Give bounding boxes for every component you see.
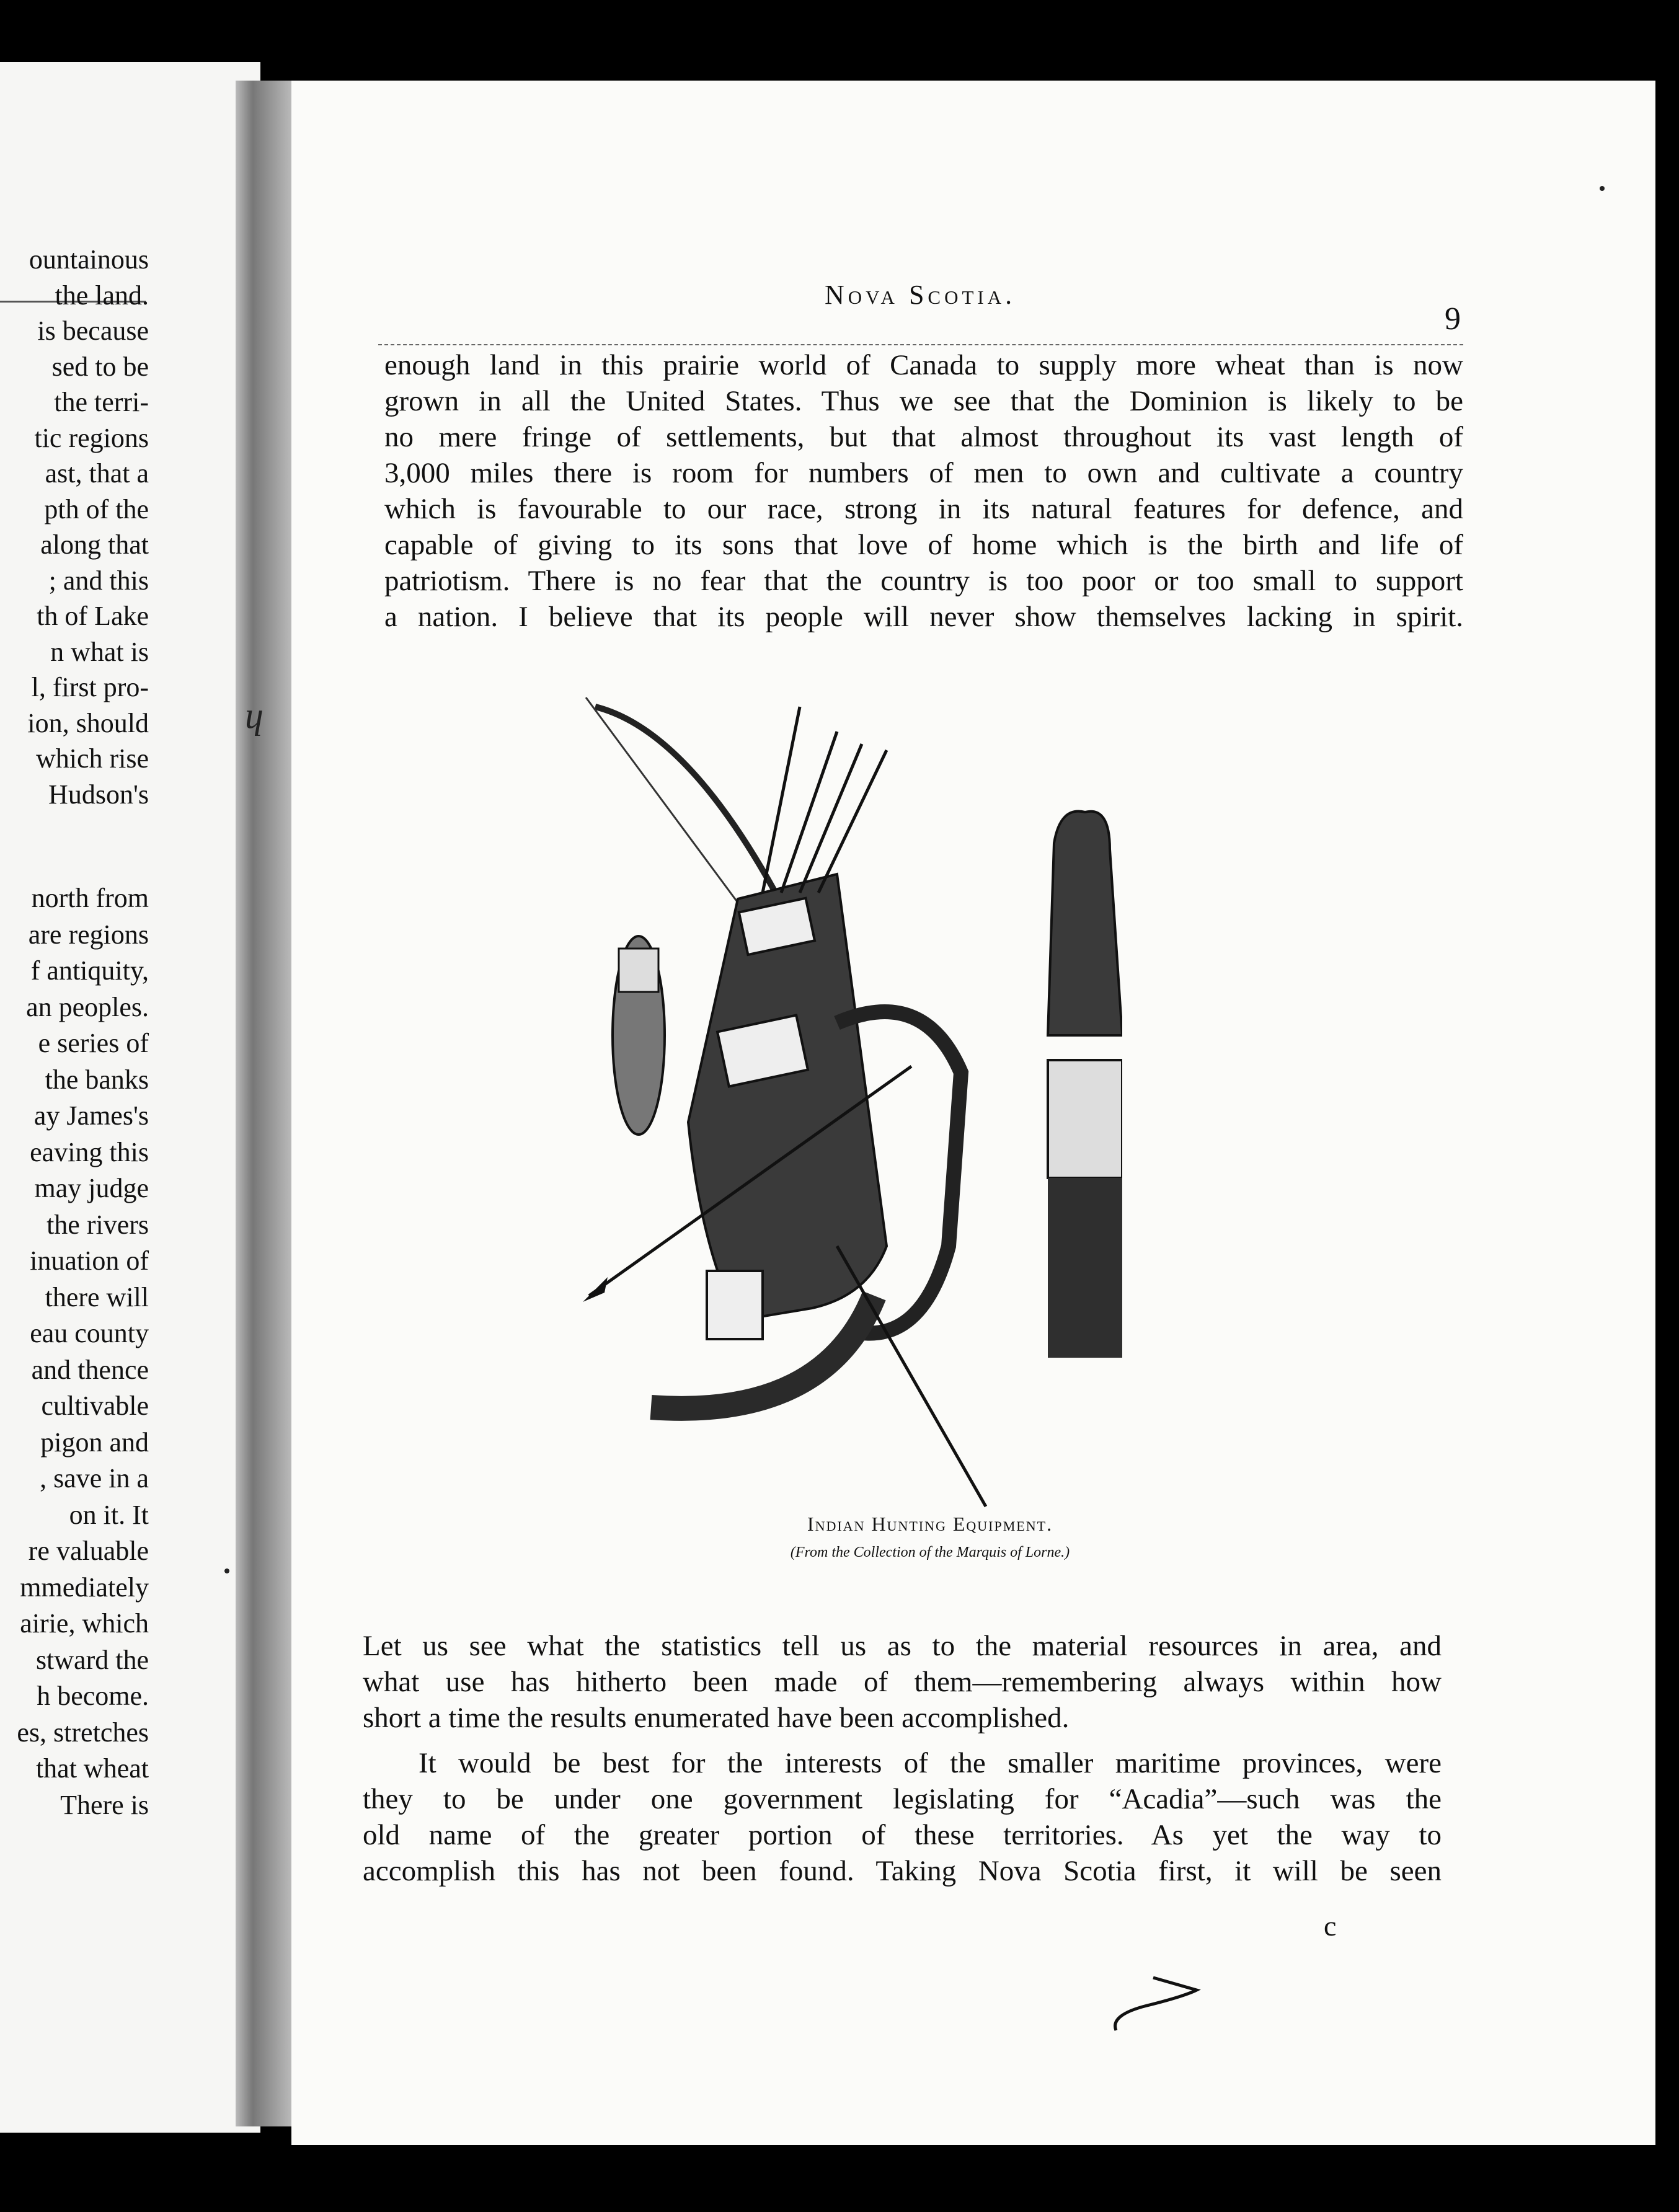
- left-page-line: eaving this: [30, 1136, 149, 1167]
- arrowhead: [583, 1277, 608, 1302]
- paragraph-line: It would be best for the interests of the smaller maritime provinces, were: [419, 1747, 1442, 1779]
- left-page-line: l, first pro-: [31, 672, 149, 702]
- header-rule: [378, 344, 1463, 345]
- paragraph-line: no mere fringe of settlements, but that almost throughout its vast length of: [384, 421, 1463, 453]
- paragraph-line: 3,000 miles there is room for numbers of men to own and cultivate a country: [384, 457, 1463, 489]
- caption-title: Indian Hunting Equipment.: [807, 1513, 1053, 1535]
- pouch-panel: [1048, 1060, 1122, 1178]
- paragraph-line: they to be under one government legislating for “Acadia”—such was the: [363, 1783, 1442, 1815]
- gutter-pencil-mark: ɥ: [245, 695, 264, 736]
- hunting-equipment-illustration: [577, 688, 1122, 1525]
- left-page-line: north from: [31, 883, 149, 913]
- paragraph-line: Let us see what the statistics tell us as to the material resources in area, and: [363, 1630, 1442, 1662]
- speck: [1600, 186, 1605, 191]
- paragraph-3: [363, 1745, 1442, 1889]
- paragraph-line: short a time the results enumerated have been accomplished.: [363, 1702, 1070, 1734]
- arrow-shaft: [837, 1246, 986, 1506]
- left-page-line: , save in a: [40, 1463, 149, 1493]
- left-page-line: mmediately: [20, 1572, 149, 1603]
- figure-caption: [750, 1513, 1110, 1561]
- left-page-line: is because: [37, 316, 149, 346]
- paragraph-line: patriotism. There is no fear that the country is too poor or too small to support: [384, 565, 1463, 597]
- left-page-line: ast, that a: [45, 458, 149, 489]
- left-page-line: the banks: [45, 1064, 149, 1095]
- left-page-line: pigon and: [40, 1427, 149, 1458]
- page-number: 9: [1445, 301, 1461, 337]
- paragraph-line: capable of giving to its sons that love of home which is the birth and life of: [384, 529, 1463, 561]
- left-page-line: may judge: [34, 1173, 149, 1203]
- left-page-line: pth of the: [44, 493, 149, 524]
- left-page-line: re valuable: [28, 1536, 149, 1566]
- paragraph-2: [363, 1628, 1442, 1736]
- left-page-line: sed to be: [51, 351, 149, 382]
- sheath-beadwork: [619, 949, 658, 992]
- left-page-line: which rise: [35, 743, 149, 774]
- left-page-line: an peoples.: [26, 991, 149, 1022]
- quiver-beadwork: [707, 1271, 763, 1339]
- left-page-line: tic regions: [34, 422, 149, 453]
- left-page-line: airie, which: [20, 1608, 149, 1639]
- left-page-line: h become.: [37, 1681, 149, 1711]
- left-page-line: n what is: [50, 636, 149, 667]
- left-page-line: th of Lake: [37, 601, 149, 631]
- paragraph-line: grown in all the United States. Thus we see that the Dominion is likely to be: [384, 385, 1463, 417]
- left-page-line: are regions: [28, 919, 149, 950]
- left-page-line: the rivers: [47, 1209, 149, 1240]
- beaded-pouch: [1048, 812, 1122, 1035]
- left-page-line: ay James's: [33, 1100, 149, 1131]
- left-page-line: f antiquity,: [30, 955, 149, 986]
- left-page-line: ountainous: [29, 244, 149, 275]
- left-page-line: ion, should: [27, 707, 149, 738]
- left-page-line: stward the: [35, 1644, 149, 1675]
- paragraph-line: what use has hitherto been made of them—remembering always within how: [363, 1666, 1442, 1698]
- caption-credit: (From the Collection of the Marquis of Lorne.): [790, 1544, 1070, 1560]
- left-page-line: there will: [45, 1281, 149, 1312]
- left-page-line: the terri-: [54, 387, 149, 417]
- pencil-stroke: [1110, 1971, 1203, 2040]
- paragraph-1: [384, 347, 1463, 635]
- pouch-fringe: [1048, 1178, 1122, 1358]
- left-facing-page: [0, 62, 260, 2133]
- paragraph-line: accomplish this has not been found. Taking Nova Scotia first, it will be seen: [363, 1855, 1442, 1887]
- left-page-line: cultivable: [41, 1391, 149, 1421]
- paragraph-line: a nation. I believe that its people will never show themselves lacking in spirit.: [384, 601, 1463, 633]
- paragraph-line: which is favourable to our race, strong in its natural features for defence, and: [384, 493, 1463, 525]
- left-page-line: e series of: [38, 1028, 149, 1058]
- left-page-line: es, stretches: [17, 1717, 149, 1748]
- left-page-line: on it. It: [69, 1499, 149, 1530]
- left-page-line: ; and this: [48, 565, 149, 596]
- left-page-line: and thence: [31, 1354, 149, 1385]
- arrow-shaft: [763, 707, 800, 893]
- paragraph-line: enough land in this prairie world of Canada to supply more wheat than is now: [384, 349, 1463, 381]
- left-page-line: inuation of: [30, 1245, 149, 1276]
- running-head: Nova Scotia.: [825, 280, 1016, 310]
- left-page-line: that wheat: [35, 1753, 149, 1784]
- left-page-line: eau county: [30, 1318, 149, 1348]
- left-page-line: along that: [40, 529, 149, 560]
- left-page-line: the land.: [55, 280, 149, 311]
- signature-mark: c: [1324, 1910, 1337, 1942]
- left-page-line: Hudson's: [48, 779, 149, 810]
- speck: [224, 1568, 229, 1573]
- left-page-line: There is: [60, 1789, 149, 1820]
- paragraph-line: old name of the greater portion of these territories. As yet the way to: [363, 1819, 1442, 1851]
